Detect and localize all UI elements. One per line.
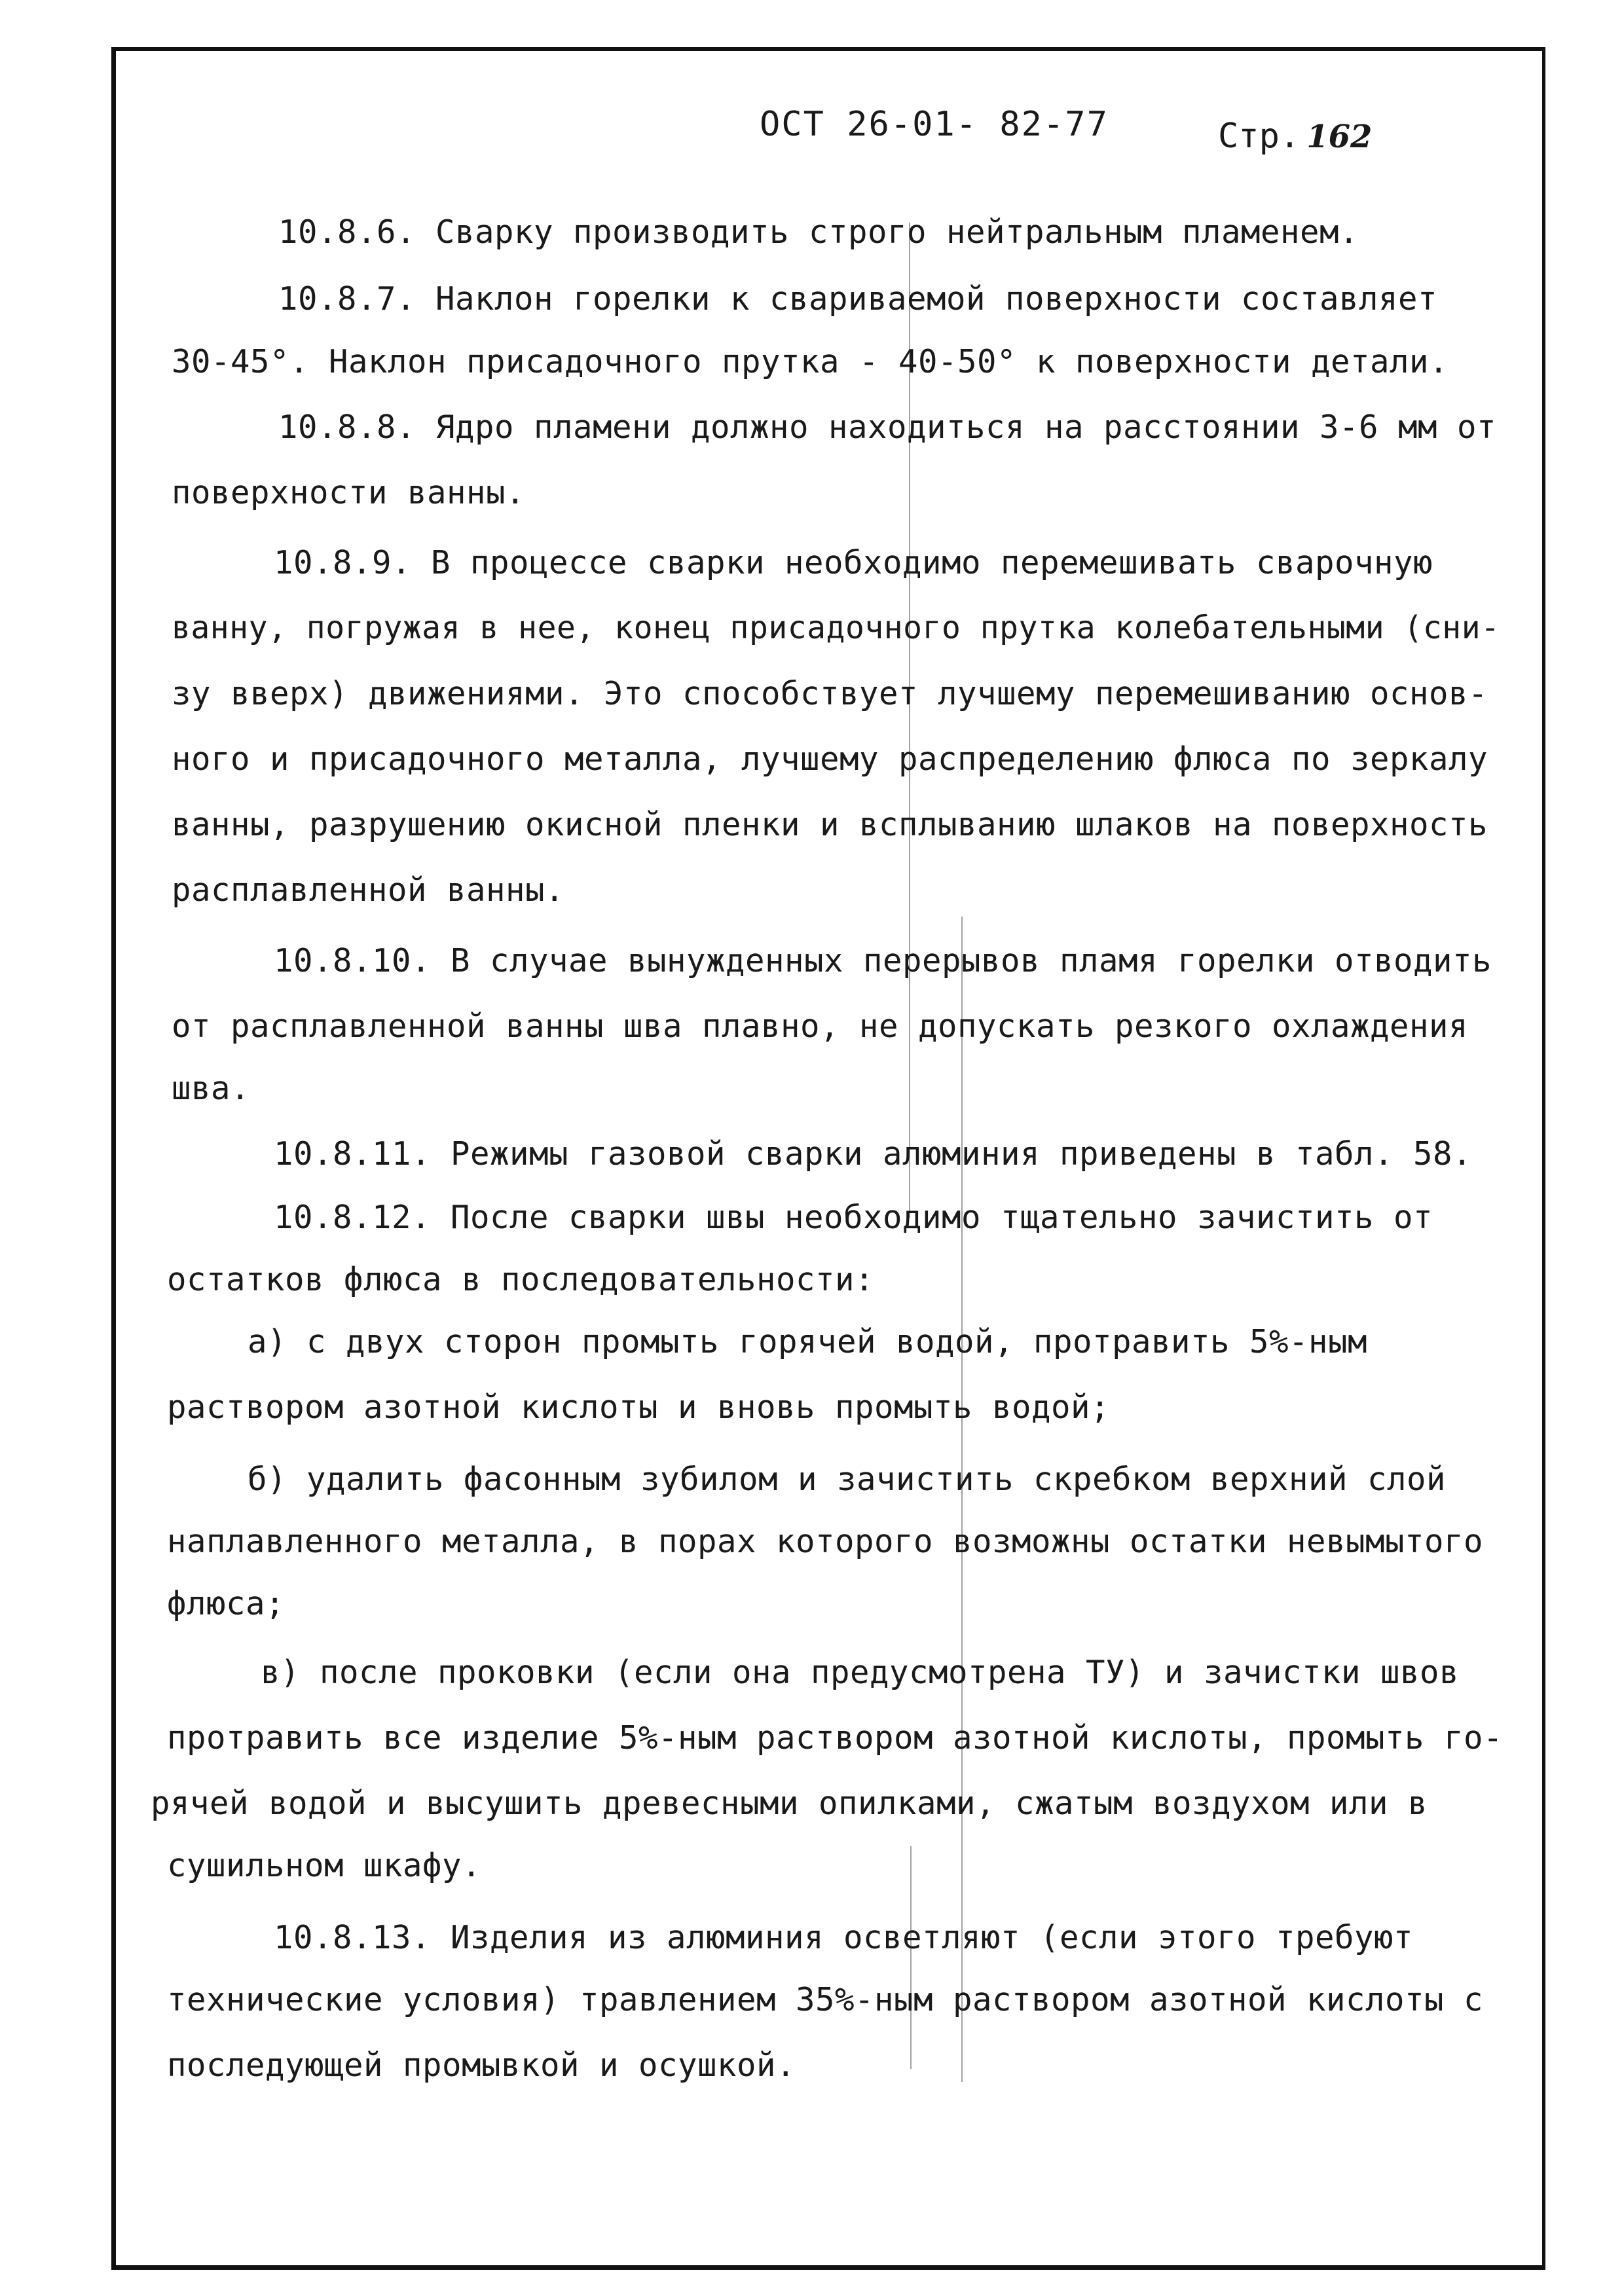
text-line: 10.8.13. Изделия из алюминия осветляют (если этого требуют <box>274 1919 1414 1956</box>
text-line: ного и присадочного металла, лучшему распределению флюса по зеркалу <box>172 740 1488 778</box>
text-line: 10.8.11. Режимы газовой сварки алюминия приведены в табл. 58. <box>274 1135 1473 1173</box>
page-label <box>1218 117 1372 156</box>
text-line: раствором азотной кислоты и вновь промыть водой; <box>167 1389 1111 1426</box>
text-line: 10.8.12. После сварки швы необходимо тщательно зачистить от <box>274 1199 1433 1236</box>
text-line: наплавленного металла, в порах которого возможны остатки невымытого <box>167 1523 1484 1560</box>
text-line: сушильном шкафу. <box>167 1847 482 1884</box>
scan-artifact-line <box>910 1846 912 2069</box>
page-label-text: Стр. <box>1218 117 1301 156</box>
document-code: ОСТ 26-01- 82-77 <box>760 105 1109 144</box>
text-line: б) удалить фасонным зубилом и зачистить скребком верхний слой <box>248 1461 1447 1498</box>
text-line: расплавленной ванны. <box>172 871 565 909</box>
text-line: а) с двух сторон промыть горячей водой, протравить 5%-ным <box>248 1323 1368 1360</box>
text-line: ванны, разрушению окисной пленки и всплыванию шлаков на поверхность <box>172 806 1488 843</box>
text-line: 10.8.10. В случае вынужденных перерывов пламя горелки отводить <box>274 942 1492 979</box>
text-line: флюса; <box>167 1585 286 1622</box>
text-line: рячей водой и высушить древесными опилками, сжатым воздухом или в <box>151 1785 1428 1822</box>
scan-artifact-line <box>961 917 963 2082</box>
text-line: 10.8.7. Наклон горелки к свариваемой поверхности составляет <box>278 280 1438 318</box>
text-line: 10.8.9. В процессе сварки необходимо перемешивать сварочную <box>274 544 1433 581</box>
text-line: в) после проковки (если она предусмотрена ТУ) и зачистки швов <box>261 1654 1460 1691</box>
text-line: остатков флюса в последовательности: <box>167 1261 875 1298</box>
text-line: 10.8.6. Сварку производить строго нейтральным пламенем. <box>278 213 1359 251</box>
text-line: 30-45°. Наклон присадочного прутка - 40-50° к поверхности детали. <box>172 343 1449 380</box>
text-line: шва. <box>172 1070 251 1107</box>
text-line: зу вверх) движениями. Это способствует лучшему перемешиванию основ- <box>172 675 1488 712</box>
text-line: от расплавленной ванны шва плавно, не допускать резкого охлаждения <box>172 1008 1469 1045</box>
text-line: поверхности ванны. <box>172 474 526 511</box>
text-line: 10.8.8. Ядро пламени должно находиться на расстоянии 3-6 мм от <box>278 409 1497 446</box>
text-line: ванну, погружая в нее, конец присадочного прутка колебательными (сни- <box>172 610 1500 646</box>
text-line: протравить все изделие 5%-ным раствором азотной кислоты, промыть го- <box>167 1719 1504 1757</box>
page-number: 162 <box>1306 118 1373 155</box>
text-line: технические условия) травлением 35%-ным раствором азотной кислоты с <box>167 1981 1484 2018</box>
text-line: последующей промывкой и осушкой. <box>167 2047 796 2084</box>
